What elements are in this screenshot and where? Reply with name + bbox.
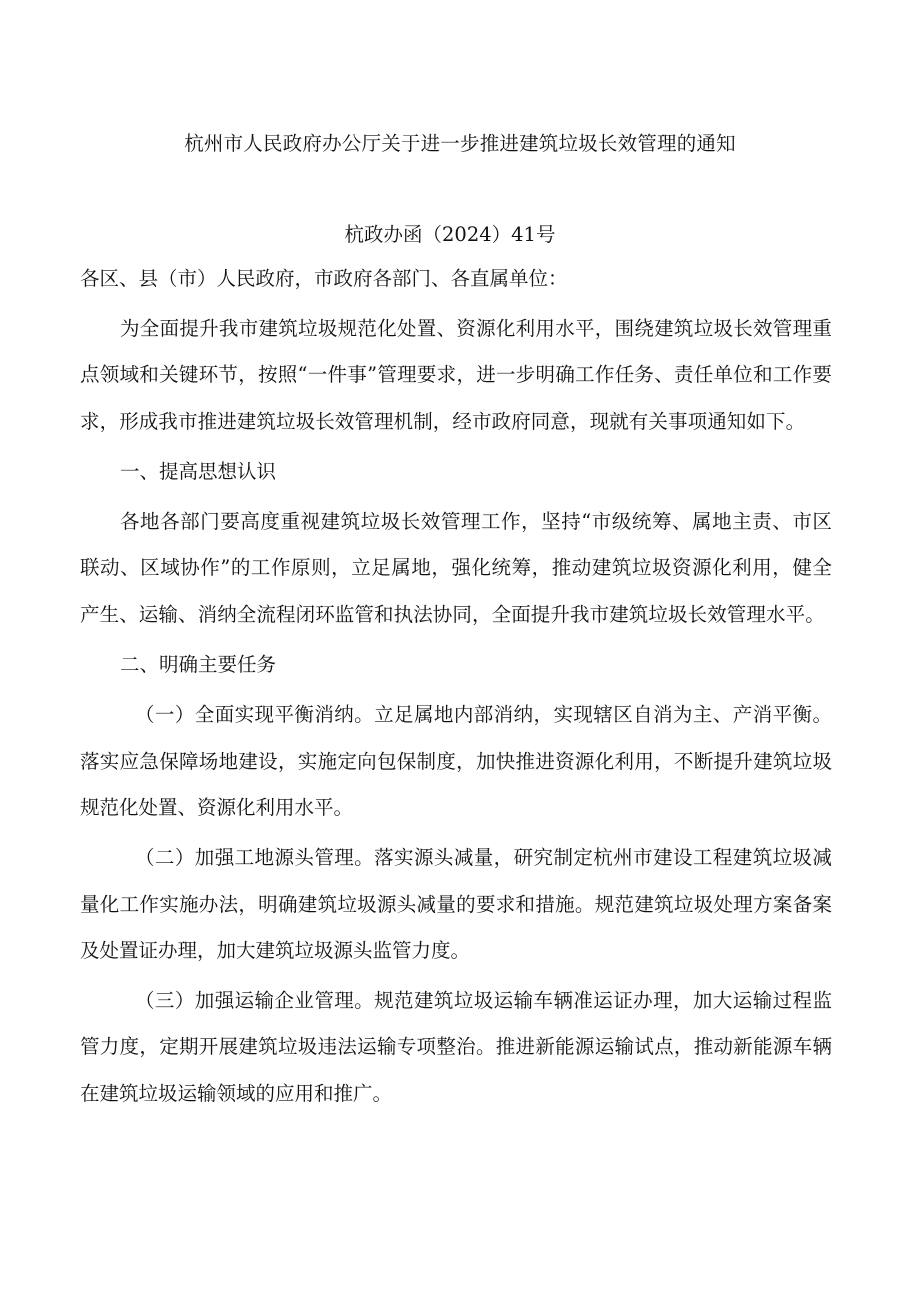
document-number: 杭政办函（2024）41号 (344, 223, 556, 246)
document-title: 杭州市人民政府办公厅关于进一步推进建筑垃圾长效管理的通知 (184, 132, 736, 155)
task-paragraph-2: （二）加强工地源头管理。落实源头减量，研究制定杭州市建设工程建筑垃圾减量化工作实施办法，明确建筑垃圾源头减量的要求和措施。规范建筑垃圾处理方案备案及处置证办理，加大建筑垃圾源头监管力度。 (80, 846, 832, 962)
intro-paragraph: 为全面提升我市建筑垃圾规范化处置、资源化利用水平，围绕建筑垃圾长效管理重点领域和关键环节，按照“一件事”管理要求，进一步明确工作任务、责任单位和工作要求，形成我市推进建筑垃圾长效管理机制，经市政府同意，现就有关事项通知如下。 (80, 317, 832, 433)
task-paragraph-1: （一）全面实现平衡消纳。立足属地内部消纳，实现辖区自消为主、产消平衡。落实应急保障场地建设，实施定向包保制度，加快推进资源化利用，不断提升建筑垃圾规范化处置、资源化利用水平。 (80, 703, 832, 819)
section-heading-1: 一、提高思想认识 (120, 459, 277, 483)
addressee-line: 各区、县（市）人民政府，市政府各部门、各直属单位： (80, 267, 568, 290)
task-paragraph-3: （三）加强运输企业管理。规范建筑垃圾运输车辆准运证办理，加大运输过程监管力度，定期开展建筑垃圾违法运输专项整治。推进新能源运输试点，推动新能源车辆在建筑垃圾运输领域的应用和推广。 (80, 989, 832, 1105)
section-heading-2: 二、明确主要任务 (120, 653, 277, 677)
document-body (80, 256, 832, 1117)
section-1-paragraph: 各地各部门要高度重视建筑垃圾长效管理工作，坚持“市级统筹、属地主责、市区联动、区域协作”的工作原则，立足属地，强化统筹，推动建筑垃圾资源化利用，健全产生、运输、消纳全流程闭环监管和执法协同，全面提升我市建筑垃圾长效管理水平。 (80, 510, 832, 626)
